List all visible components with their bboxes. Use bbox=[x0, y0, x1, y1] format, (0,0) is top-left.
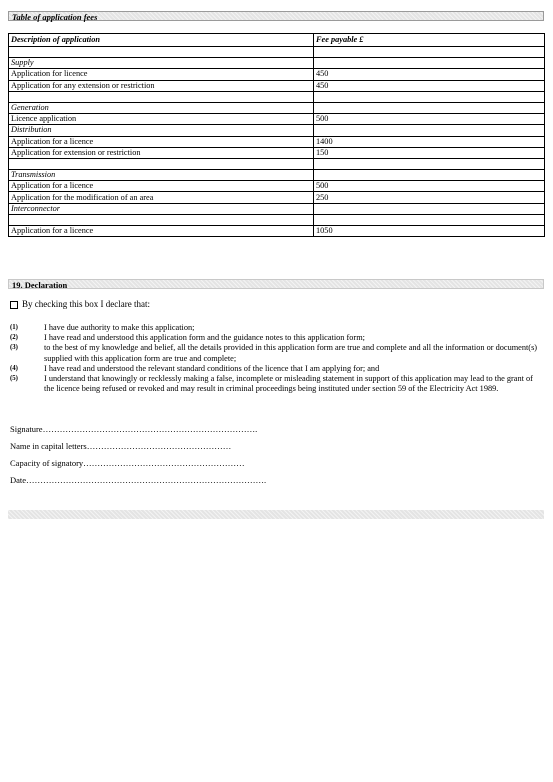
declaration-item bbox=[10, 374, 540, 394]
section-divider-bar bbox=[8, 510, 544, 519]
fees-category-row bbox=[9, 203, 545, 214]
fee-amount bbox=[314, 102, 545, 113]
application-description: Application for licence bbox=[9, 69, 314, 80]
declaration-item bbox=[10, 323, 540, 333]
fee-amount bbox=[314, 47, 545, 58]
fee-amount: 1400 bbox=[314, 136, 545, 147]
fee-amount: 150 bbox=[314, 147, 545, 158]
application-description: Application for a licence bbox=[9, 136, 314, 147]
application-description bbox=[9, 91, 314, 102]
application-description bbox=[9, 158, 314, 169]
declaration-item bbox=[10, 364, 540, 374]
declaration-item-text: I have read and understood this application form and the guidance notes to this application form; bbox=[44, 333, 365, 343]
declaration-item-text: to the best of my knowledge and belief, all the details provided in this application form are true and complete and all the information or document(s) supplied with this application form are true and complete; bbox=[44, 343, 538, 363]
fee-amount: 450 bbox=[314, 69, 545, 80]
fees-row bbox=[9, 91, 545, 102]
fee-amount bbox=[314, 158, 545, 169]
application-description: Application for extension or restriction bbox=[9, 147, 314, 158]
fee-amount bbox=[314, 58, 545, 69]
category-label: Interconnector bbox=[9, 203, 314, 214]
fee-amount bbox=[314, 170, 545, 181]
application-description bbox=[9, 214, 314, 225]
application-description: Application for the modification of an area bbox=[9, 192, 314, 203]
fees-table bbox=[8, 33, 545, 237]
declaration-checkbox-row[interactable] bbox=[10, 299, 150, 310]
application-description: Application for a licence bbox=[9, 226, 314, 237]
fees-row bbox=[9, 214, 545, 225]
fee-amount bbox=[314, 91, 545, 102]
application-description: Licence application bbox=[9, 114, 314, 125]
declaration-item-text: I have due authority to make this application; bbox=[44, 323, 195, 332]
fees-row bbox=[9, 136, 545, 147]
signature-line[interactable]: Signature…………………………………………………………………. bbox=[10, 424, 258, 434]
declaration-item-number: (5) bbox=[10, 375, 18, 383]
category-label: Transmission bbox=[9, 170, 314, 181]
declaration-section-title: 19. Declaration bbox=[8, 279, 544, 289]
application-description bbox=[9, 47, 314, 58]
capacity-of-signatory-line[interactable]: Capacity of signatory………………………………………………… bbox=[10, 458, 245, 468]
declaration-item-text: I have read and understood the relevant standard conditions of the licence that I am applying for; and bbox=[44, 363, 380, 373]
fee-amount: 500 bbox=[314, 181, 545, 192]
fees-category-row bbox=[9, 102, 545, 113]
fees-row bbox=[9, 192, 545, 203]
declaration-item-text: I understand that knowingly or recklessly making a false, incomplete or misleading statement in support of this application may lead to the grant of the licence being refused or revoked and may result in criminal proceedings being instituted under section 59 of the Electricity Act 1989. bbox=[44, 374, 533, 394]
fees-row bbox=[9, 47, 545, 58]
fees-section-title: Table of application fees bbox=[8, 11, 544, 21]
fee-amount: 450 bbox=[314, 80, 545, 91]
declaration-item bbox=[10, 343, 540, 363]
fees-row bbox=[9, 158, 545, 169]
name-capital-letters-line[interactable]: Name in capital letters…………………………………………… bbox=[10, 441, 232, 451]
fees-row bbox=[9, 69, 545, 80]
fees-header-row bbox=[9, 34, 545, 47]
declaration-item-number: (3) bbox=[10, 344, 18, 352]
fees-row bbox=[9, 181, 545, 192]
fee-amount: 1050 bbox=[314, 226, 545, 237]
fee-header: Fee payable £ bbox=[314, 34, 545, 47]
fees-row bbox=[9, 147, 545, 158]
declaration-item-number: (2) bbox=[10, 334, 18, 342]
fee-amount: 250 bbox=[314, 192, 545, 203]
fees-category-row bbox=[9, 58, 545, 69]
application-description: Application for any extension or restriction bbox=[9, 80, 314, 91]
fee-amount bbox=[314, 214, 545, 225]
fees-category-row bbox=[9, 125, 545, 136]
category-label: Distribution bbox=[9, 125, 314, 136]
fee-amount bbox=[314, 203, 545, 214]
fees-category-row bbox=[9, 170, 545, 181]
declaration-checkbox[interactable] bbox=[10, 301, 18, 309]
fees-row bbox=[9, 114, 545, 125]
declaration-item-number: (4) bbox=[10, 364, 18, 372]
fees-row bbox=[9, 80, 545, 91]
declaration-item-number: (1) bbox=[10, 324, 18, 331]
application-description: Application for a licence bbox=[9, 181, 314, 192]
category-label: Generation bbox=[9, 102, 314, 113]
fee-amount bbox=[314, 125, 545, 136]
declaration-list bbox=[10, 323, 540, 394]
fee-amount: 500 bbox=[314, 114, 545, 125]
description-header: Description of application bbox=[9, 34, 314, 47]
date-line[interactable]: Date…………………………………………………………………………. bbox=[10, 475, 267, 485]
declaration-item bbox=[10, 333, 540, 343]
category-label: Supply bbox=[9, 58, 314, 69]
fees-row bbox=[9, 226, 545, 237]
fees-table-body bbox=[9, 47, 545, 237]
declaration-checkbox-label: By checking this box I declare that: bbox=[22, 299, 150, 309]
